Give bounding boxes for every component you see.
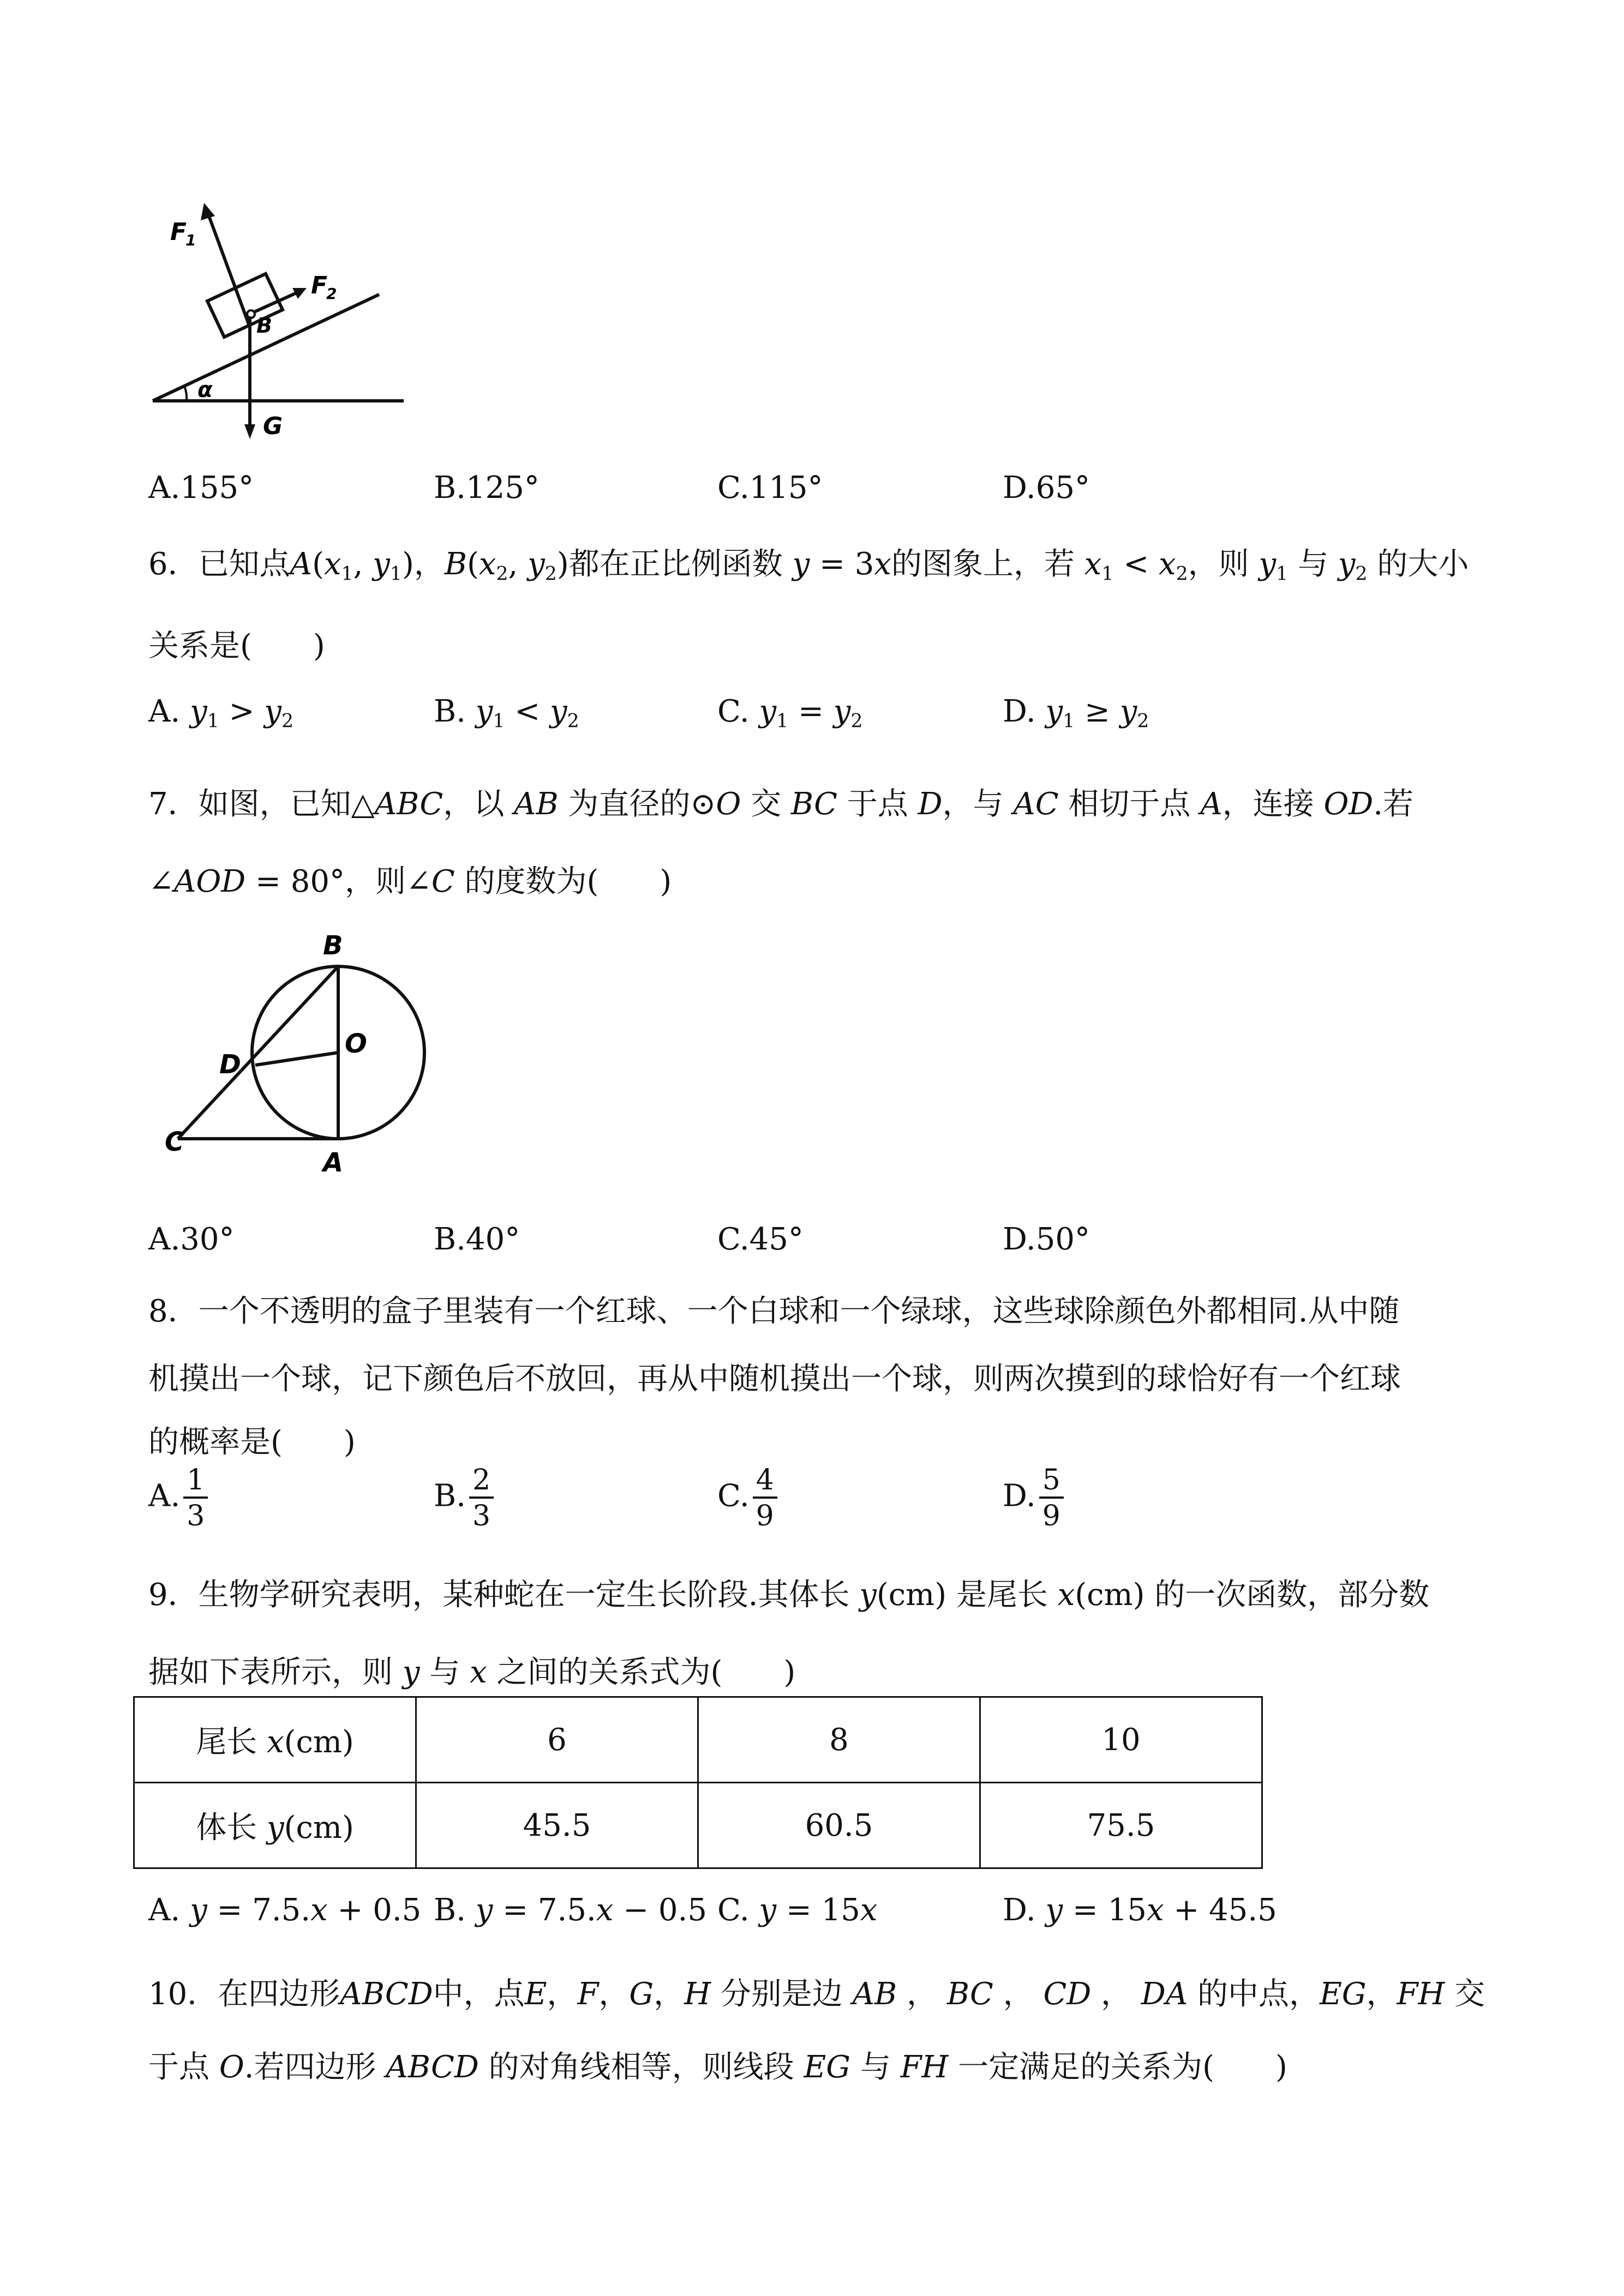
q7-text: ，连接 [1222,786,1314,822]
g-label: G [263,412,283,440]
q9-text: 生物学研究表明，某种蛇在一定生长阶段.其体长 [198,1577,850,1613]
q6-text: 与 [1298,546,1329,582]
label-b: B [323,930,343,961]
q6-stem: 6．已知点$A(x_1$, $y_1$)，$B(x_2$, $y_2$)都在正比例函数 y = 3x的图象上，若 $x_1 < x_2$，则 $y_1$ 与 $y_2$ 的大小 [148,546,1469,585]
f1-arrowhead [201,203,215,220]
f2-sub-label: 2 [326,285,337,303]
q10-text: 与 [860,2049,891,2085]
option-b[interactable]: B. $y_1 < y_2$ [434,694,579,732]
q6-stem-line2: 关系是( ) [148,628,325,664]
option-a[interactable]: A. $\frac{1}{3}$ [148,1466,208,1530]
fraction: $\frac{2}{3}$ [469,1466,494,1530]
option-a[interactable]: A. $y_1 > y_2$ [148,694,294,732]
q10-text: 一定满足的关系为( ) [958,2049,1287,2085]
segment-od [255,1053,338,1065]
option-a[interactable]: A.30° [148,1222,235,1257]
q7-text: 如图，已知△ [198,786,375,822]
angle-arc [184,386,187,401]
q10-text: .若四边形 [244,2049,376,2085]
option-c[interactable]: C.115° [717,470,823,506]
question-number: 6． [148,546,199,582]
table-cell: 45.5 [416,1783,698,1868]
q6-text: ，则 [1188,546,1249,582]
table-row [134,1783,1262,1868]
label-c: C [165,1127,184,1157]
q10-stem-line2: 于点 O.若四边形 ABCD 的对角线相等，则线段 EG 与 FH 一定满足的关系为( ) [148,2049,1287,2085]
f2-label: F [311,272,328,299]
question-number: 7． [148,786,199,822]
b-label: B [256,314,272,338]
fraction: $\frac{5}{9}$ [1039,1466,1064,1530]
option-c[interactable]: C. $y_1 = y_2$ [717,694,863,732]
fraction: $\frac{4}{9}$ [753,1466,777,1530]
q7-stem: 7．如图，已知△ABC，以 AB 为直径的⊙O 交 BC 于点 D，与 AC 相切于点 A，连接 OD.若 [148,786,1414,822]
q10-text: 交 [1454,1976,1485,2012]
label-a: A [323,1147,344,1178]
q7-text: ，以 [443,786,505,822]
table-cell: 6 [416,1697,698,1783]
q10-text: 分别是边 [720,1976,843,2012]
q6-text: 都在正比例函数 [568,546,783,582]
row-header: 体长 y(cm) [134,1783,416,1868]
table-cell: 60.5 [698,1783,980,1868]
option-d[interactable]: D. $y_1 \ge y_2$ [1003,694,1149,732]
incline-force-diagram [147,196,409,447]
option-d[interactable]: D.50° [1003,1222,1090,1257]
q9-text: (cm) 是尾长 [876,1577,1048,1613]
q7-text: 交 [751,786,782,822]
segment-bc [178,966,338,1139]
option-c[interactable]: C. $\frac{4}{9}$ [717,1466,777,1530]
option-b[interactable]: B. y = 7.5.x − 0.5 [434,1892,707,1928]
option-a[interactable]: A.155° [148,470,254,506]
q10-stem: 10．在四边形ABCD中，点E，F，G，H 分别是边 AB ， BC ， CD ， DA 的中点，EG，FH 交 [148,1976,1485,2012]
f1-label: F [170,218,187,246]
q10-text: 中，点 [433,1976,525,2012]
q6-text: 已知点 [198,546,290,582]
label-d: D [219,1049,241,1080]
option-b[interactable]: B.125° [434,470,540,506]
table-cell: 75.5 [980,1783,1262,1868]
q7-text: ，与 [942,786,1004,822]
option-a[interactable]: A. y = 7.5.x + 0.5 [148,1892,422,1928]
q6-text: 的图象上，若 [891,546,1075,582]
incline-line [153,294,379,401]
q10-text: 的对角线相等，则线段 [488,2049,794,2085]
f1-sub-label: 1 [185,231,196,249]
q7-text: 的度数为( ) [464,864,672,899]
q9-text: 与 [429,1655,460,1690]
option-c[interactable]: C. y = 15x [717,1892,878,1928]
f1-arrow [207,212,250,327]
q8-stem-line1: 8．一个不透明的盒子里装有一个红球、一个白球和一个绿球，这些球除颜色外都相同.从中随 [148,1294,1400,1329]
option-d[interactable]: D. $\frac{5}{9}$ [1003,1466,1064,1530]
q7-text: ，则∠ [344,864,432,899]
q10-text: 在四边形 [218,1976,340,2012]
q10-text: 于点 [148,2049,209,2085]
q9-text: 据如下表所示，则 [148,1655,393,1690]
q8-stem-line3: 的概率是( ) [148,1425,356,1460]
circle-tangent-diagram [158,922,442,1183]
q9-stem: 9．生物学研究表明，某种蛇在一定生长阶段.其体长 y(cm) 是尾长 x(cm) 的一次函数，部分数 [148,1577,1430,1613]
question-number: 9． [148,1577,199,1613]
snake-data-table [133,1696,1263,1869]
q7-text: 相切于点 [1068,786,1191,822]
q9-stem-line2: 据如下表所示，则 y 与 x 之间的关系式为( ) [148,1655,796,1690]
q9-text: (cm) 的一次函数，部分数 [1075,1577,1430,1613]
q9-text: 之间的关系式为( ) [496,1655,796,1690]
q7-stem-line2: ∠AOD = 80°，则∠C 的度数为( ) [148,864,672,899]
q7-text: 于点 [847,786,908,822]
option-d[interactable]: D. y = 15x + 45.5 [1003,1892,1277,1928]
fraction: $\frac{1}{3}$ [183,1466,208,1530]
table-cell: 10 [980,1697,1262,1783]
option-b[interactable]: B. $\frac{2}{3}$ [434,1466,494,1530]
q10-text: 的中点， [1197,1976,1320,2012]
q8-stem-line2: 机摸出一个球，记下颜色后不放回，再从中随机摸出一个球，则两次摸到的球恰好有一个红球 [148,1361,1401,1397]
table-cell: 8 [698,1697,980,1783]
table-row [134,1697,1262,1783]
q7-text: .若 [1373,786,1414,822]
label-o: O [345,1029,367,1059]
row-header: 尾长 x(cm) [134,1697,416,1783]
option-b[interactable]: B.40° [434,1222,520,1257]
alpha-label: α [197,377,213,402]
question-number: 10． [148,1976,218,2012]
q7-text: 为直径的⊙ [568,786,716,822]
q6-text: 的大小 [1377,546,1469,582]
option-c[interactable]: C.45° [717,1222,804,1257]
g-arrowhead [244,424,255,439]
option-d[interactable]: D.65° [1003,470,1090,506]
